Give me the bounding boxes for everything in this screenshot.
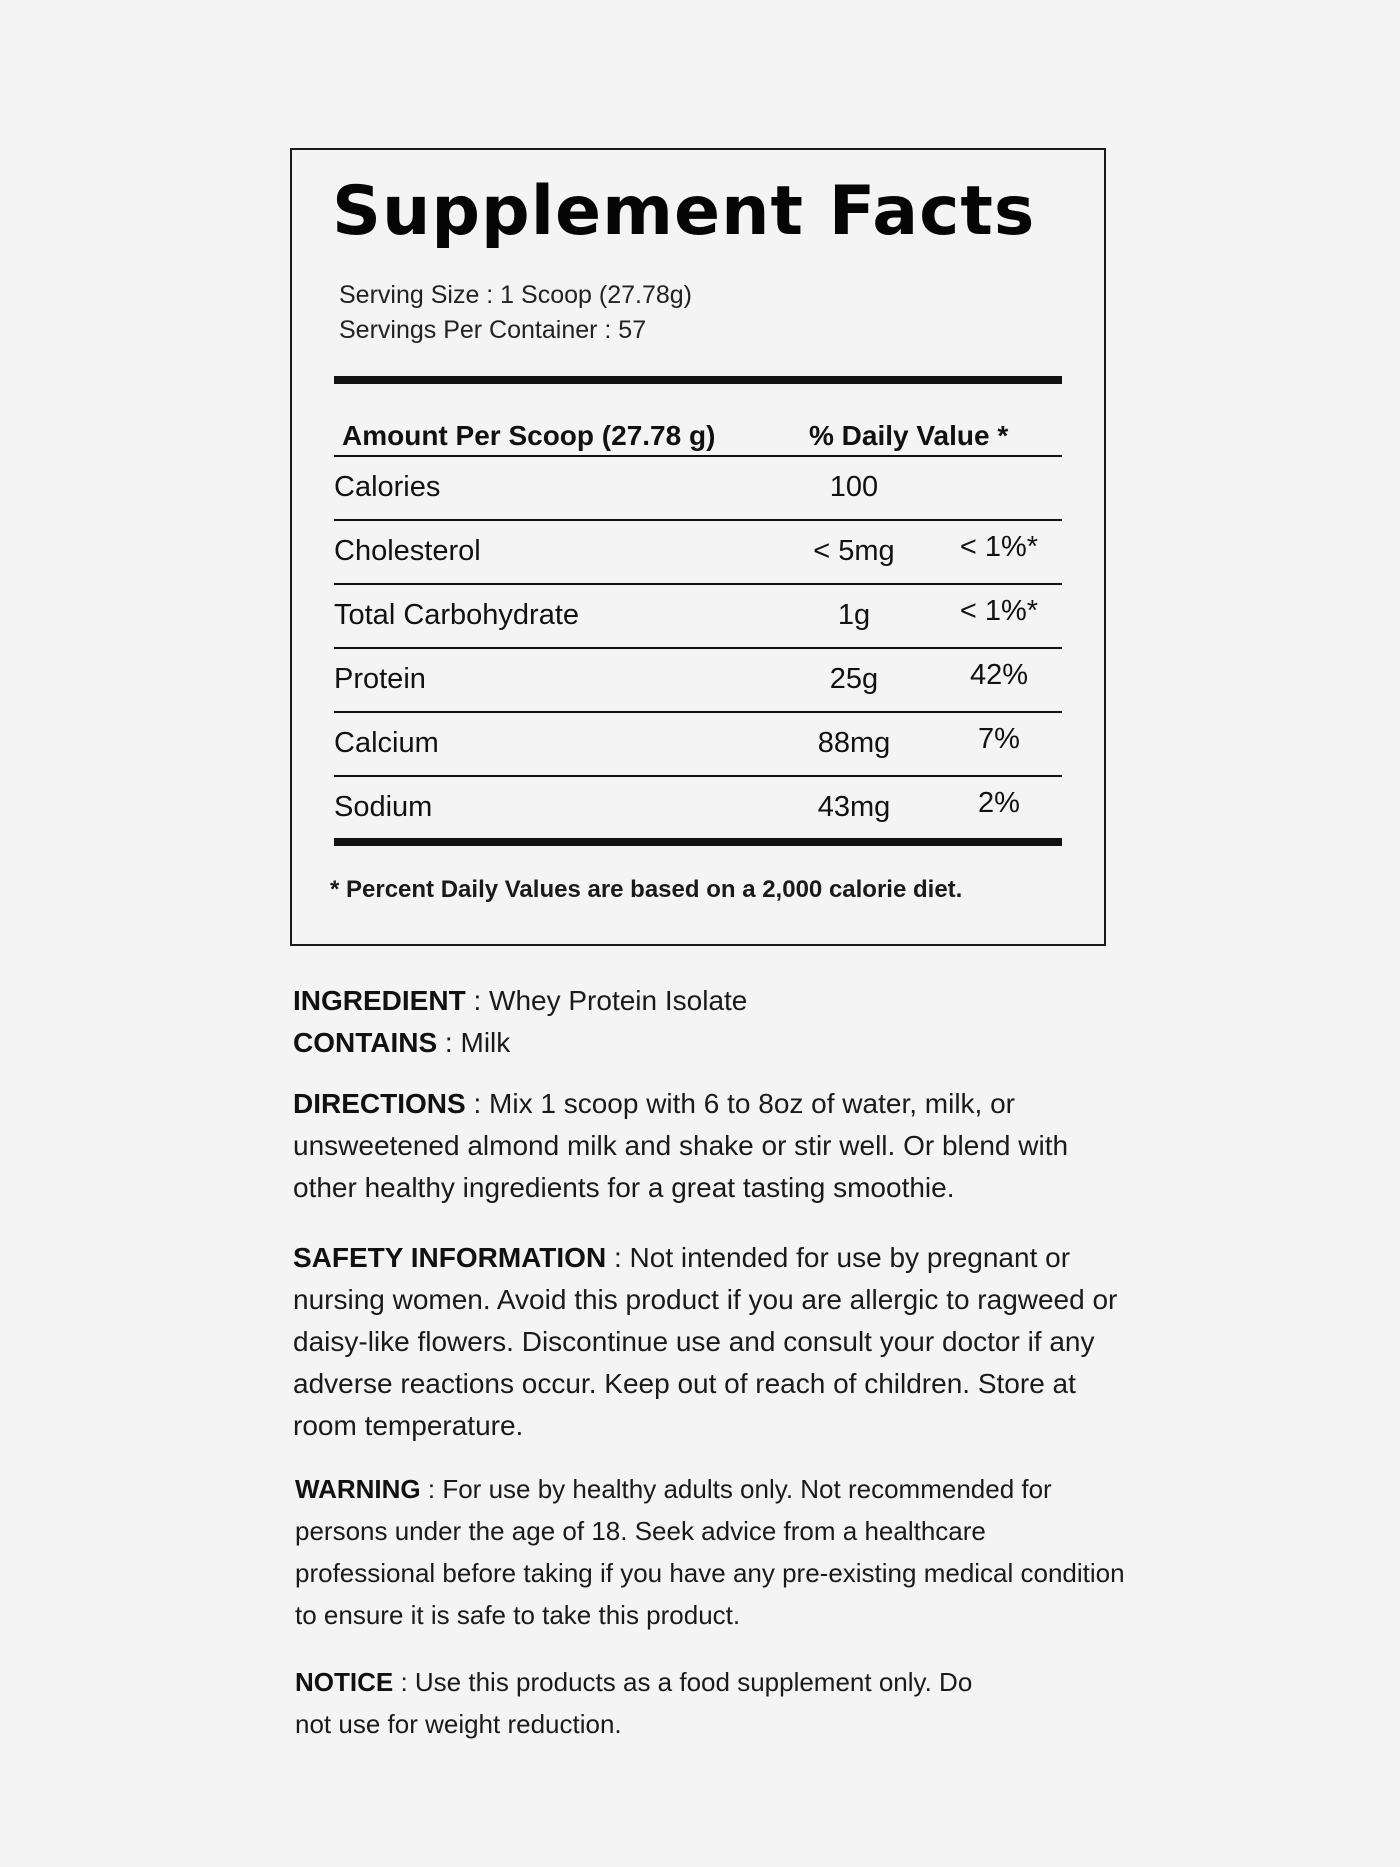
ingredient-line — [293, 980, 1123, 1022]
nutrient-name: Cholesterol — [334, 535, 481, 567]
serving-size: Serving Size : 1 Scoop (27.78g) — [339, 281, 692, 309]
notice-section — [295, 1661, 975, 1745]
nutrient-name: Calcium — [334, 727, 439, 759]
contains-line — [293, 1022, 1123, 1064]
nutrient-row — [334, 713, 1062, 777]
warning-text: : For use by healthy adults only. Not recommended for persons under the age of 18. Seek advice from a healthcare professional before taking if you have any pre-existing medical condition to ensure it is safe to take this product. — [295, 1474, 1125, 1630]
nutrient-amount: < 5mg — [813, 535, 895, 567]
notice-text: : Use this products as a food supplement only. Do not use for weight reduction. — [295, 1667, 973, 1739]
nutrient-daily-value: < 1%* — [959, 595, 1039, 627]
warning-label: WARNING — [295, 1474, 421, 1504]
nutrient-name: Sodium — [334, 791, 433, 823]
notice-label: NOTICE — [295, 1667, 394, 1697]
nutrient-row — [334, 457, 1062, 521]
safety-label: SAFETY INFORMATION — [293, 1242, 607, 1273]
safety-section — [293, 1237, 1123, 1447]
nutrient-amount: 88mg — [817, 727, 891, 759]
nutrient-row — [334, 585, 1062, 649]
serving-info — [339, 278, 692, 348]
nutrient-amount: 25g — [829, 663, 879, 695]
directions-text: : Mix 1 scoop with 6 to 8oz of water, milk, or unsweetened almond milk and shake or stir well. Or blend with other healthy ingredients for a great tasting smoothie. — [293, 1088, 1069, 1203]
nutrient-row — [334, 777, 1062, 841]
supplement-facts-panel — [290, 148, 1106, 946]
top-thick-rule — [334, 376, 1062, 384]
facts-title: Supplement Facts — [332, 172, 1036, 251]
servings-per-container: Servings Per Container : 57 — [339, 316, 647, 344]
nutrient-row — [334, 649, 1062, 713]
daily-value-footnote: * Percent Daily Values are based on a 2,000 calorie diet. — [330, 876, 963, 903]
nutrient-amount: 1g — [837, 599, 871, 631]
nutrient-daily-value: 42% — [969, 659, 1029, 691]
nutrient-row — [334, 521, 1062, 585]
nutrient-name: Total Carbohydrate — [334, 599, 580, 631]
nutrient-name: Protein — [334, 663, 426, 695]
ingredient-text: : Whey Protein Isolate — [465, 985, 748, 1016]
nutrient-daily-value: 2% — [978, 787, 1020, 819]
ingredient-label: INGREDIENT — [293, 985, 466, 1016]
contains-text: : Milk — [437, 1027, 511, 1058]
header-amount: Amount Per Scoop (27.78 g) — [342, 420, 716, 451]
warning-section — [295, 1468, 1125, 1636]
nutrient-daily-value: < 1%* — [959, 531, 1039, 563]
directions-label: DIRECTIONS — [293, 1088, 466, 1119]
directions-section — [293, 1083, 1093, 1209]
bottom-thick-rule — [334, 838, 1062, 846]
safety-text: : Not intended for use by pregnant or nursing women. Avoid this product if you are allergic to ragweed or daisy-like flowers. Discontinue use and consult your doctor if any adverse reactions occur. Keep out of reach of children. Store at room temperature. — [293, 1242, 1118, 1441]
contains-label: CONTAINS — [293, 1027, 438, 1058]
header-daily-value: % Daily Value * — [809, 420, 1009, 451]
ingredient-section — [293, 980, 1123, 1064]
nutrient-amount: 43mg — [817, 791, 891, 823]
nutrient-amount: 100 — [829, 471, 879, 503]
nutrient-daily-value: 7% — [978, 723, 1020, 755]
nutrient-name: Calories — [334, 471, 441, 503]
